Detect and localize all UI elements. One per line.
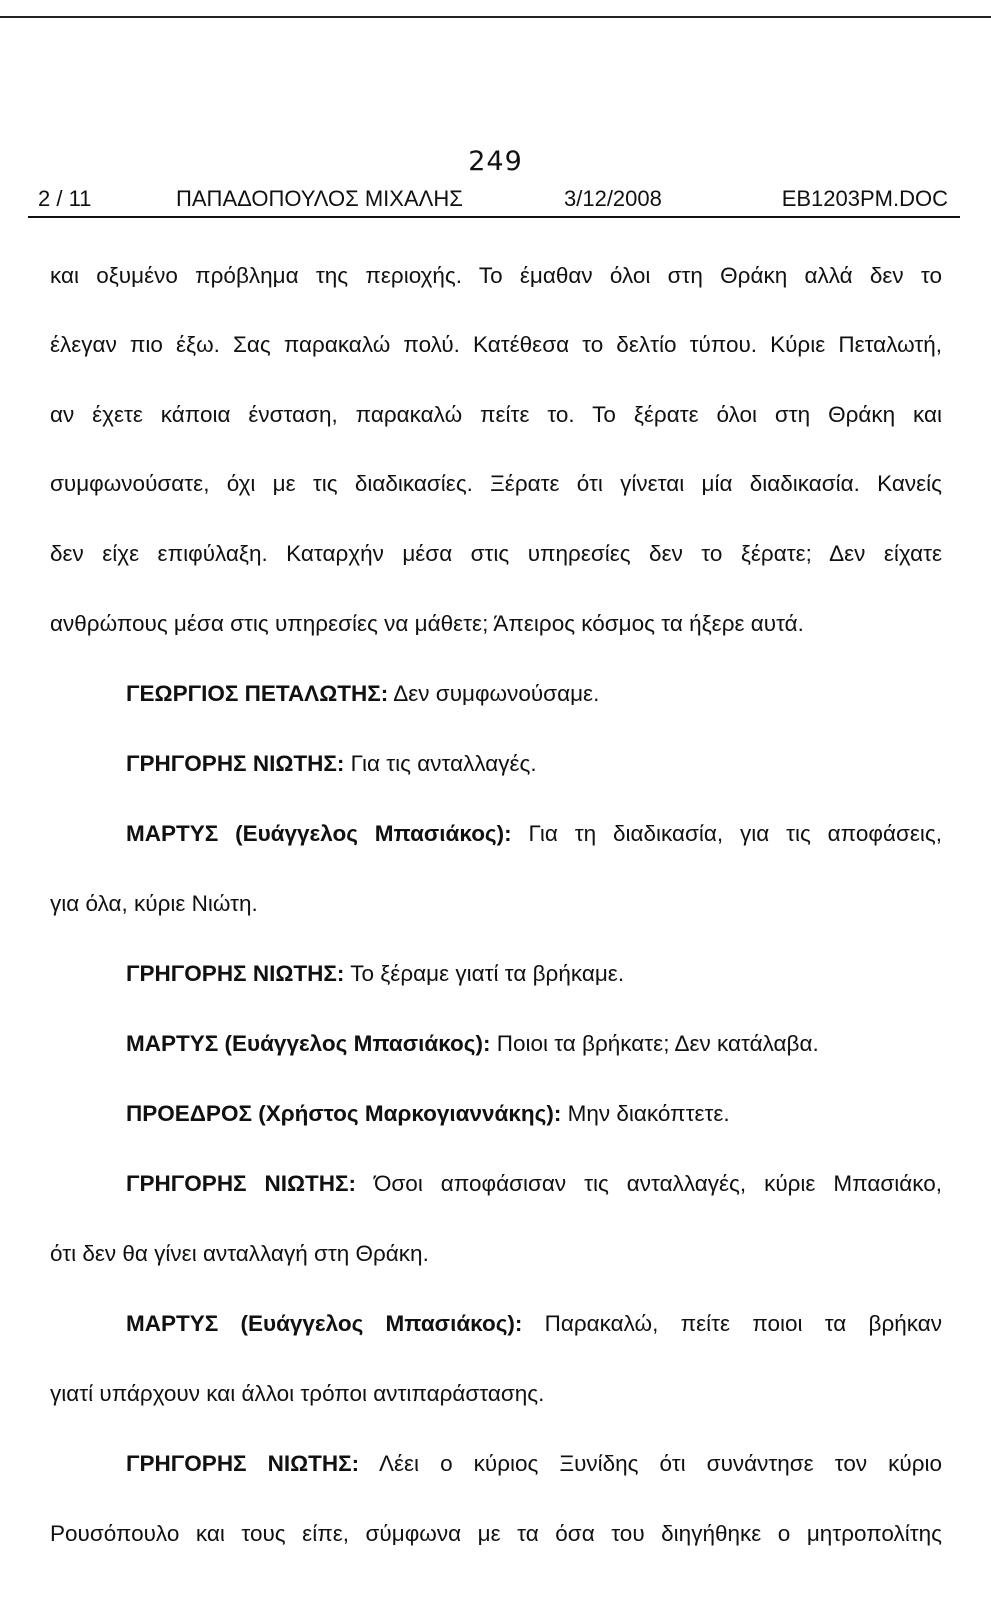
speaker-name: ΓΡΗΓΟΡΗΣ ΝΙΩΤΗΣ: — [126, 1451, 360, 1476]
speaker-name: ΓΕΩΡΓΙΟΣ ΠΕΤΑΛΩΤΗΣ: — [126, 681, 389, 706]
header-name: ΠΑΠΑΔΟΠΟΥΛΟΣ ΜΙΧΑΛΗΣ — [176, 186, 463, 211]
speech-line — [126, 1170, 942, 1198]
speech-text: Όσοι αποφάσισαν τις ανταλλαγές, κύριε Μπασιάκο, — [356, 1171, 943, 1196]
speaker-name: ΓΡΗΓΟΡΗΣ ΝΙΩΤΗΣ: — [126, 751, 345, 776]
speaker-name: ΓΡΗΓΟΡΗΣ ΝΙΩΤΗΣ: — [126, 1171, 357, 1196]
body-line: έλεγαν πιο έξω. Σας παρακαλώ πολύ. Κατέθεσα το δελτίο τύπου. Κύριε Πεταλωτή, — [50, 332, 942, 357]
speech-text: Ποιοι τα βρήκατε; Δεν κατάλαβα. — [490, 1031, 819, 1056]
speech-line — [126, 820, 942, 848]
speech-line — [126, 750, 537, 778]
speech-text: Το ξέραμε γιατί τα βρήκαμε. — [344, 961, 625, 986]
speech-text: Λέει ο κύριος Ξυνίδης ότι συνάντησε τον κύριο — [359, 1451, 943, 1476]
speech-text: Για τις ανταλλαγές. — [344, 751, 537, 776]
body-line: δεν είχε επιφύλαξη. Καταρχήν μέσα στις υπηρεσίες δεν το ξέρατε; Δεν είχατε — [50, 541, 942, 566]
speech-line — [126, 960, 624, 988]
header-file: EB1203PM.DOC — [781, 186, 948, 211]
running-header — [28, 186, 960, 218]
body-line: ανθρώπους μέσα στις υπηρεσίες να μάθετε; Άπειρος κόσμος τα ήξερε αυτά. — [50, 611, 804, 636]
speaker-name: ΜΑΡΤΥΣ (Ευάγγελος Μπασιάκος): — [126, 1311, 523, 1336]
body-line: αν έχετε κάποια ένσταση, παρακαλώ πείτε το. Το ξέρατε όλοι στη Θράκη και — [50, 402, 942, 427]
speech-continuation: Ρουσόπουλο και τους είπε, σύμφωνα με τα όσα του διηγήθηκε ο μητροπολίτης — [50, 1521, 942, 1546]
speech-text: Μην διακόπτετε. — [561, 1101, 730, 1126]
speaker-name: ΠΡΟΕΔΡΟΣ (Χρήστος Μαρκογιαννάκης): — [126, 1101, 562, 1126]
speech-text: Παρακαλώ, πείτε ποιοι τα βρήκαν — [522, 1311, 943, 1336]
speaker-name: ΜΑΡΤΥΣ (Ευάγγελος Μπασιάκος): — [126, 1031, 491, 1056]
header-date: 3/12/2008 — [564, 186, 662, 211]
speech-line — [126, 1030, 819, 1058]
speech-line — [126, 1100, 730, 1128]
speech-text: Δεν συμφωνούσαμε. — [388, 681, 600, 706]
speech-line — [126, 1450, 942, 1478]
speaker-name: ΓΡΗΓΟΡΗΣ ΝΙΩΤΗΣ: — [126, 961, 345, 986]
top-rule — [0, 16, 991, 18]
page-number: 249 — [468, 146, 523, 177]
speech-line — [126, 1310, 942, 1338]
speech-continuation: γιατί υπάρχουν και άλλοι τρόποι αντιπαράστασης. — [50, 1381, 545, 1406]
header-page: 2 / 11 — [38, 186, 92, 211]
body-line: και οξυμένο πρόβλημα της περιοχής. Το έμαθαν όλοι στη Θράκη αλλά δεν το — [50, 263, 942, 288]
speech-continuation: ότι δεν θα γίνει ανταλλαγή στη Θράκη. — [50, 1241, 429, 1266]
speaker-name: ΜΑΡΤΥΣ (Ευάγγελος Μπασιάκος): — [126, 821, 512, 846]
body-line: συμφωνούσατε, όχι με τις διαδικασίες. Ξέρατε ότι γίνεται μία διαδικασία. Κανείς — [50, 471, 942, 496]
speech-line — [126, 680, 599, 708]
speech-text: Για τη διαδικασία, για τις αποφάσεις, — [511, 821, 942, 846]
speech-continuation: για όλα, κύριε Νιώτη. — [50, 891, 258, 916]
